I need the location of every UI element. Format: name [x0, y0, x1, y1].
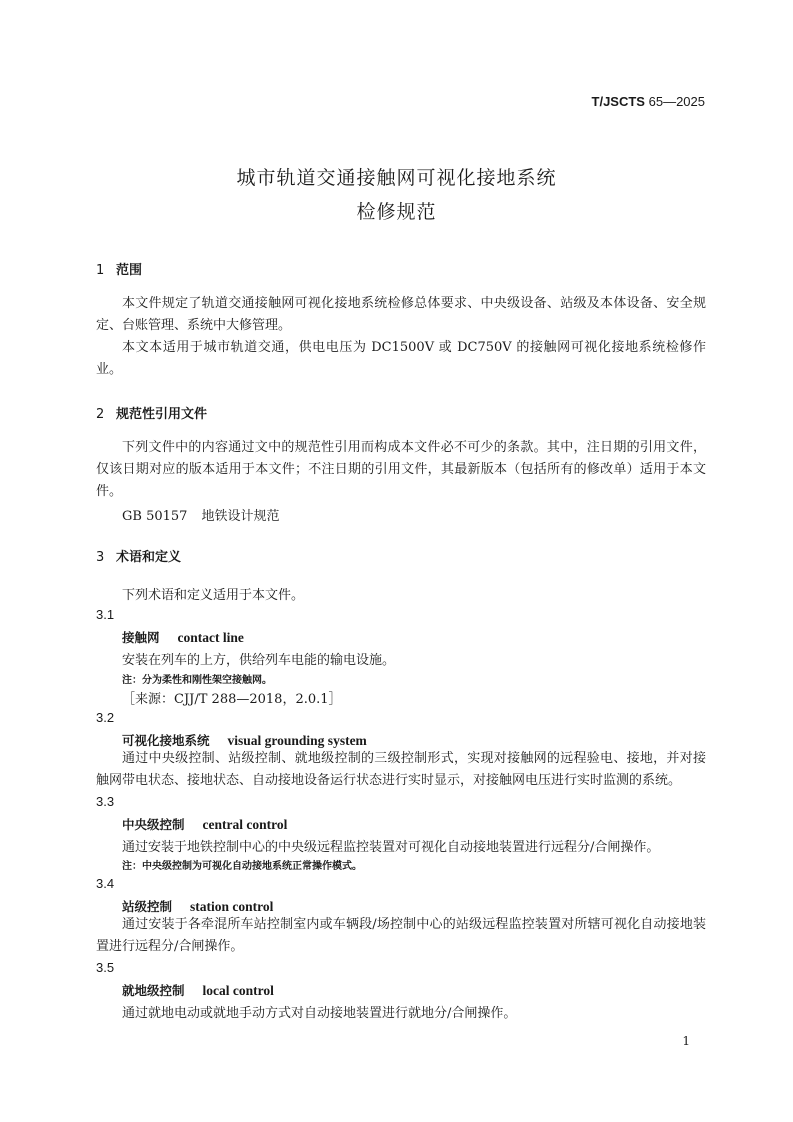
section-1-para-1: 本文件规定了轨道交通接触网可视化接地系统检修总体要求、中央级设备、站级及本体设备、安全规定、台账管理、系统中大修管理。	[96, 296, 706, 333]
doc-title-line2: 检修规范	[356, 201, 437, 223]
term-3-4-definition: 通过安装于各牵混所车站控制室内或车辆段/场控制中心的站级远程监控装置对所辖可视化自动接地装置进行远程分/合闸操作。	[96, 917, 706, 954]
term-3-5-definition: 通过就地电动或就地手动方式对自动接地装置进行就地分/合闸操作。	[122, 1006, 517, 1021]
term-3-3-definition: 通过安装于地铁控制中心的中央级远程监控装置对可视化自动接地装置进行远程分/合闸操作。	[122, 840, 660, 855]
term-3-5-title: 就地级控制 local control	[122, 983, 274, 998]
term-3-3-title: 中央级控制 central control	[122, 817, 288, 832]
term-3-3-number: 3.3	[96, 794, 115, 809]
reference-name: 地铁设计规范	[201, 509, 280, 524]
term-3-2-title: 可视化接地系统 visual grounding system	[122, 733, 367, 748]
section-2-para-1: 下列文件中的内容通过文中的规范性引用而构成本文件必不可少的条款。其中，注日期的引用文件，仅该日期对应的版本适用于本文件；不注日期的引用文件，其最新版本（包括所有的修改单）适用于本文件。	[96, 440, 706, 499]
term-3-1-source: ［来源：CJJ/T 288—2018，2.0.1］	[122, 692, 342, 707]
section-2-heading: 2 规范性引用文件	[96, 407, 208, 422]
term-3-2-number: 3.2	[96, 710, 115, 725]
term-3-5-number: 3.5	[96, 960, 115, 975]
term-3-1-note: 注：分为柔性和刚性架空接触网。	[122, 675, 272, 686]
term-3-1-number: 3.1	[96, 607, 115, 622]
section-3-intro: 下列术语和定义适用于本文件。	[122, 588, 305, 603]
term-3-4-title: 站级控制 station control	[122, 899, 274, 914]
term-3-1-definition: 安装在列车的上方，供给列车电能的输电设施。	[122, 653, 396, 668]
term-3-4-number: 3.4	[96, 876, 115, 891]
page-number: 1	[682, 1034, 690, 1048]
term-3-1-title: 接触网 contact line	[122, 630, 244, 645]
reference-item	[122, 505, 279, 524]
section-3-heading: 3 术语和定义	[96, 550, 182, 565]
reference-code: GB 50157	[122, 509, 188, 524]
term-3-3-note: 注：中央级控制为可视化自动接地系统正常操作模式。	[122, 861, 362, 872]
section-1-heading: 1 范围	[96, 263, 143, 278]
section-1-para-2: 本文本适用于城市轨道交通，供电电压为 DC1500V 或 DC750V 的接触网可视化接地系统检修作业。	[96, 340, 706, 377]
standard-code: T/JSCTS 65—2025	[591, 94, 705, 109]
term-3-2-definition: 通过中央级控制、站级控制、就地级控制的三级控制形式，实现对接触网的远程验电、接地，并对接触网带电状态、接地状态、自动接地设备运行状态进行实时显示，对接触网电压进行实时监测的系统。	[96, 751, 706, 788]
doc-title-line1: 城市轨道交通接触网可视化接地系统	[236, 167, 557, 189]
